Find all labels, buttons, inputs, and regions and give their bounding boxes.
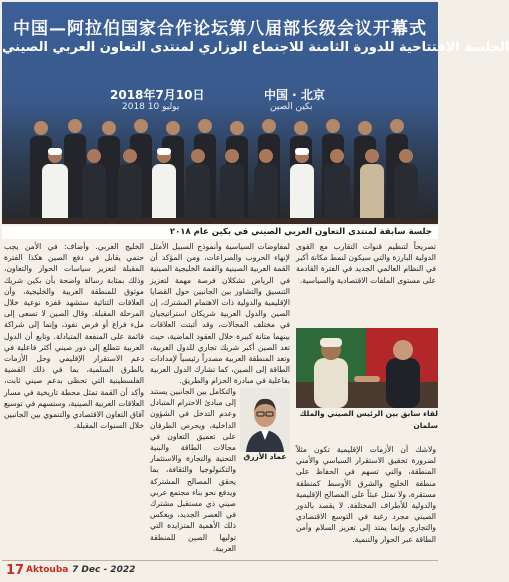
backdrop-chinese-title: 中国—阿拉伯国家合作论坛第八届部长级会议开幕式 xyxy=(13,19,427,39)
page-number: 17 xyxy=(6,563,25,578)
newspaper-logo: Aktouba xyxy=(26,565,69,575)
article-column-right-top: تصريحاً لتنظيم قنوات التقارب مع القوى الدولية البارزة والتي سيكون لنمط مكانة أكبر في النظام العالمي الجديد في الفترة القادمة على مستوى الملفات الاقتصادية والسياسية. xyxy=(296,242,436,285)
backdrop-date: 2018年7月10日 xyxy=(110,88,205,102)
article-column-left: الخليج العربي. وأضاف: في الأمن يجب حتمي يقابل في دفع الصين هكذا الفترة المقبلة لتعزيز سياسات الحوار والتعاون، وذلك بمثابة رسالة واضحة بأن بكين شريك موثوق للمنطقة العربية والخليجية، وأن العلاقات الثنائية ستشهد قفزة نوعية خلال المرحلة المقبلة. وقال الصين لا تسعى إلى ملء فراغ أو فرض نفوذ، وإنما إلى شراكة قائمة على المنفعة المتبادلة. وتابع أن الدول العربية تتطلع إلى دور صيني أكثر فاعلية في دعم الاستقرار الإقليمي وحل الأزمات بالطرق السلمية، بما في ذلك القضية الفلسطينية التي تحظى بدعم صيني ثابت، وأكد أن القمة تمثل محطة تاريخية في مسار العلاقات العربية الصينية، وستسهم في توسيع آفاق التعاون الاقتصادي والتنموي بين الجانبين خلال السنوات المقبلة. xyxy=(4,242,144,431)
backdrop-date-arabic: 2018 يوليو 10 xyxy=(122,102,180,112)
article-column-right-bottom: ولاشك أن الأزمات الإقليمية تكون مثلاً لضرورة تحقيق الاستقرار السياسي والأمني المنطقة، والتي تسهم في الحفاظ على منطقة الخليج والشرق الأوسط كمنطقة مستقرة، ولا تمثل عبئاً على المصالح الإقليمية والدولية للأطراف المختلفة. لا يقصد بالدور الصيني مجرد رغبة في التوسع الاقتصادي والتجاري وإنما يمتد إلى تعزيز السلام وأمن الطاقة عبر الحوار والتنمية. xyxy=(296,445,436,544)
photo-caption: جلسة سابقة لمنتدى التعاون العربي الصيني في بكين عام ٢٠١٨ xyxy=(2,226,438,239)
issue-date: 7 Dec - 2022 xyxy=(72,565,136,575)
backdrop-city: 中国 · 北京 xyxy=(264,88,325,102)
backdrop-city-arabic: بكين الصين xyxy=(270,102,313,112)
second-photo-caption: لقاء سابق بين الرئيس الصيني والملك سلمان xyxy=(299,409,438,430)
delegates-group xyxy=(2,114,438,224)
article-column-middle-bottom: والتكامل بين الجانبين يستند إلى مبادئ الاحترام المتبادل وعدم التدخل في الشؤون الداخلية، ويحرص الطرفان على تعميق التعاون في مجالات الطاقة والبنية التحتية والتجارة والاستثمار والتكنولوجيا والثقافة، بما يحقق المصالح المشتركة ويدفع نحو بناء مجتمع عربي صيني ذي مستقبل مشترك في العصر الجديد، ويعكس ذلك الأهمية المتزايدة التي توليها الصين للمنطقة العربية. xyxy=(150,387,236,553)
article-column-middle: لمفاوضات السياسية وأنموذج السبيل الأمثل لإنهاء الحروب والصراعات، ومن المؤكد أن القمة العربية الصينية والقمة الخليجية الصينية في الرياض تشكلان فرصة مهمة لتعزيز التنسيق والتشاور بين الجانبين حول القضايا الإقليمية والدولية ذات الاهتمام المشترك، إن الصين والدول العربية شريكان استراتيجيان في مختلف المجالات، وقد أثبتت العلاقات بينهما متانة كبيرة خلال العقود الماضية، حيث تعد الصين أكبر شريك تجاري للدول العربية، وتعد المنطقة العربية مصدراً رئيسياً لإمدادات الطاقة إلى الصين، كما تشارك الدول العربية بفاعلية في مبادرة الحزام والطريق. xyxy=(150,242,290,386)
page-footer xyxy=(2,560,438,579)
summit-photo xyxy=(2,2,509,224)
leaders-illustration xyxy=(296,328,438,408)
author-illustration xyxy=(240,388,290,452)
leaders-meeting-photo xyxy=(296,328,438,408)
author-name: عماد الأزرق xyxy=(243,452,287,461)
backdrop-arabic-title: الجلسة الافتتاحية للدورة الثامنة للاجتماع الوزاري لمنتدى التعاون العربي الصيني xyxy=(2,40,509,55)
author-portrait xyxy=(240,388,290,452)
